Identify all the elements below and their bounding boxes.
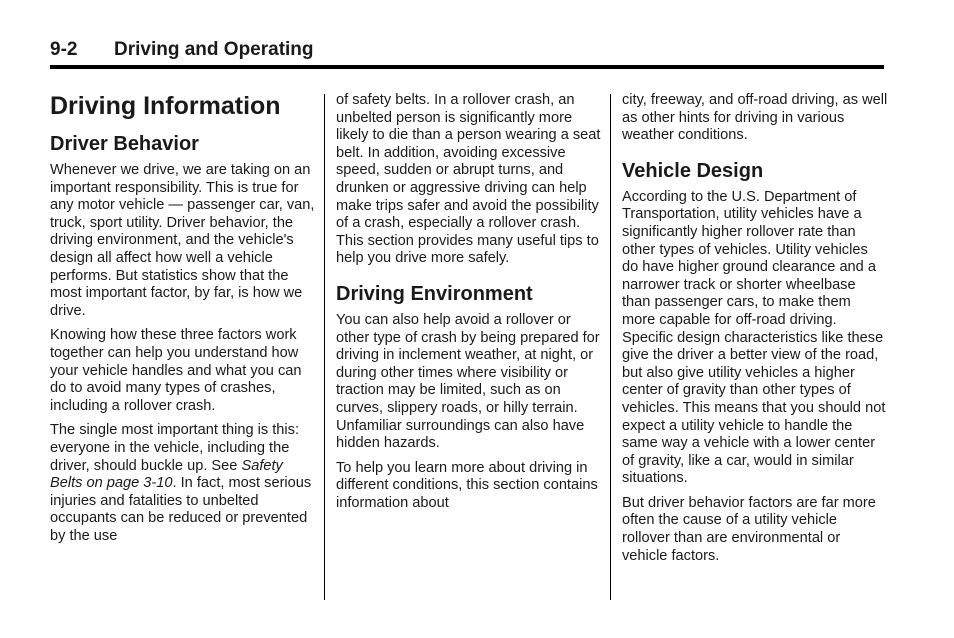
cross-reference-link[interactable]: Safety Belts on page 3-10: [50, 457, 283, 492]
paragraph-text: . In fact, most serious injuries and fatalities to unbelted occupants can be reduced or prevented by the use: [50, 475, 312, 544]
paragraph: According to the U.S. Department of Transportation, utility vehicles have a significantly higher rollover rate than other types of vehicles. Utility vehicles do have higher ground clearance and a narrower track or shorter wheelbase than passenger cars, to make them more capable for off-road driving. Specific design characteristics like these give the driver a better view of the road, but also give utility vehicles a higher center of gravity than other types of vehicles. This means that you should not expect a utility vehicle to handle the same way a vehicle with a lower center of gravity, like a car, would in similar situations.: [622, 188, 886, 487]
heading-driving-environment: Driving Environment: [336, 282, 533, 305]
column-divider-2: [610, 94, 611, 600]
column-2: [336, 92, 602, 519]
page-title: Driving Information: [50, 92, 281, 120]
heading-driver-behavior: Driver Behavior: [50, 133, 199, 155]
paragraph: Knowing how these three factors work together can help you understand how your vehicle handles and what you can do to avoid many types of crashes, including a rollover crash.: [50, 327, 302, 414]
paragraph: Whenever we drive, we are taking on an important responsibility. This is true for any motor vehicle — passenger car, van, truck, sport utility. Driver behavior, the driving environment, and the vehicle's design all affect how well a vehicle performs. But statistics show that the most important factor, by far, is how we drive.: [50, 162, 315, 319]
paragraph: of safety belts. In a rollover crash, an unbelted person is significantly more likely to die than a person wearing a seat belt. In addition, avoiding excessive speed, sudden or abrupt turns, and drunken or aggressive driving can help make trips safer and avoid the possibility of a crash, especially a rollover crash. This section provides many useful tips to help you drive more safely.: [336, 92, 601, 267]
paragraph: To help you learn more about driving in different conditions, this section contains information about: [336, 459, 598, 511]
column-1: [50, 92, 316, 552]
paragraph: You can also help avoid a rollover or other type of crash by being prepared for driving in inclement weather, at night, or during other times where visibility or traction may be limited, such as on curves, slippery roads, or hilly terrain. Unfamiliar surroundings can also have hidden hazards.: [336, 311, 600, 452]
paragraph: But driver behavior factors are far more often the cause of a utility vehicle rollover than are environmental or vehicle factors.: [622, 494, 876, 564]
heading-vehicle-design: Vehicle Design: [622, 159, 764, 182]
column-3: [622, 92, 888, 572]
running-header: [50, 39, 884, 69]
paragraph-text: The single most important thing is this: everyone in the vehicle, including the driver, should buckle up. See: [50, 422, 300, 474]
paragraph: city, freeway, and off-road driving, as well as other hints for driving in various weather conditions.: [622, 92, 888, 144]
paragraph-with-reference: [50, 422, 316, 545]
page-number: 9-2: [50, 39, 78, 60]
section-title: Driving and Operating: [114, 39, 314, 60]
column-divider-1: [324, 94, 325, 600]
